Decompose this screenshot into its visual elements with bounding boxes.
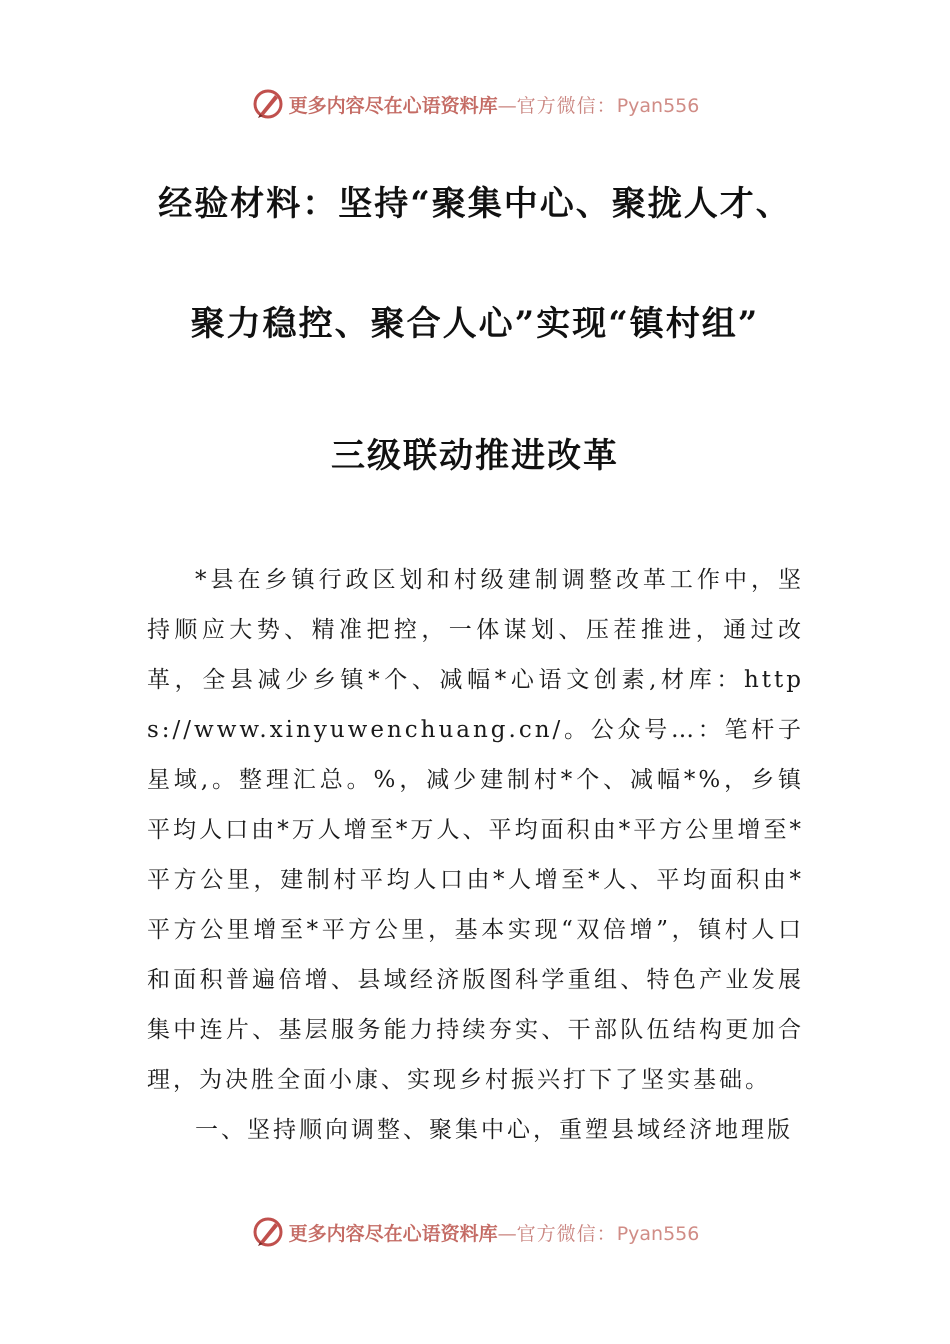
header-watermark [0,84,950,124]
pen-logo-icon [251,87,285,121]
body-paragraph-1: *县在乡镇行政区划和村级建制调整改革工作中，坚持顺应大势、精准把控，一体谋划、压茬推进，通过改革，全县减少乡镇*个、减幅*心语文创素,材库：https://www.xinyuwenchuang.cn/。公众号…：笔杆子星域,。整理汇总。%，减少建制村*个、减幅*%，乡镇平均人口由*万人增至*万人、平均面积由*平方公里增至*平方公里，建制村平均人口由*人增至*人、平均面积由*平方公里增至*平方公里，基本实现“双倍增”，镇村人口和面积普遍倍增、县域经济版图科学重组、特色产业发展集中连片、基层服务能力持续夯实、干部队伍结构更加合理，为决胜全面小康、实现乡村振兴打下了坚实基础。 [147,567,804,1093]
document-title-line-1: 经验材料：坚持“聚集中心、聚拢人才、 [158,184,792,224]
pen-logo-icon [251,1215,285,1249]
watermark-wechat-label: 官方微信： [516,1222,617,1245]
watermark-site-text: 更多内容尽在心语资料库 [288,94,498,117]
body-paragraph-2: 一、坚持顺向调整、聚集中心，重塑县域经济地理版 [195,1117,793,1143]
watermark-dash: — [497,94,517,117]
watermark-dash: — [497,1222,517,1245]
footer-watermark [0,1212,950,1252]
document-body [147,555,804,1155]
watermark-wechat-label: 官方微信： [516,94,617,117]
watermark-wechat-id: Pyan556 [616,94,700,117]
document-title-line-3: 三级联动推进改革 [331,436,619,476]
watermark-site-text: 更多内容尽在心语资料库 [288,1222,498,1245]
document-title-line-2: 聚力稳控、聚合人心”实现“镇村组” [190,304,760,344]
watermark-wechat-id: Pyan556 [616,1222,700,1245]
